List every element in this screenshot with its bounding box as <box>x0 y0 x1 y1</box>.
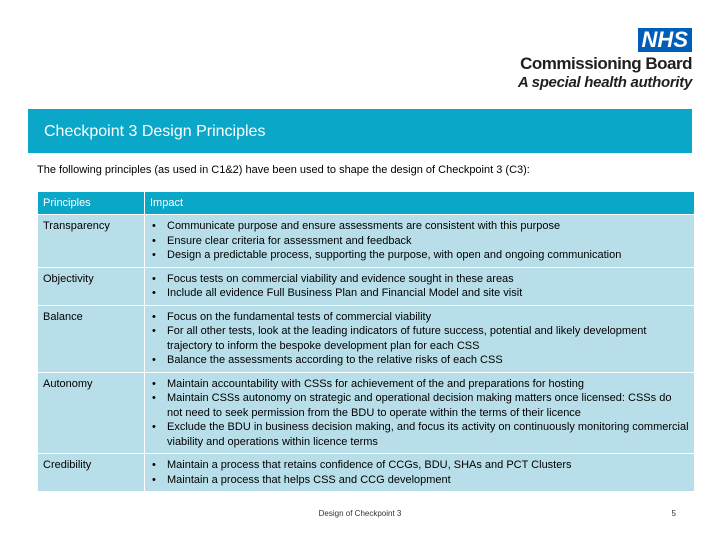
impact-cell <box>145 305 695 372</box>
principle-cell: Objectivity <box>38 267 145 305</box>
impact-cell <box>145 267 695 305</box>
table-row <box>38 305 695 372</box>
header-impact: Impact <box>145 192 695 215</box>
org-name: Commissioning Board <box>520 54 692 73</box>
nhs-logo-mark: NHS <box>638 28 692 52</box>
table-row <box>38 454 695 492</box>
table-header-row <box>38 192 695 215</box>
footer-text: Design of Checkpoint 3 <box>318 509 402 518</box>
principle-cell: Credibility <box>38 454 145 492</box>
impact-cell <box>145 215 695 268</box>
principles-table <box>37 191 695 492</box>
nhs-logo <box>492 28 692 92</box>
impact-item: • For all other tests, look at the leading indicators of future success, potential and likely development trajectory to inform the bespoke development plan for each CSS <box>150 324 689 353</box>
impact-cell <box>145 372 695 454</box>
page-number: 5 <box>671 509 676 518</box>
table-row <box>38 372 695 454</box>
impact-item: • Maintain a process that helps CSS and CCG development <box>150 473 689 488</box>
impact-item: • Include all evidence Full Business Plan and Financial Model and site visit <box>150 286 689 301</box>
org-subtitle: A special health authority <box>517 74 692 91</box>
principle-cell: Balance <box>38 305 145 372</box>
impact-item: • Focus on the fundamental tests of commercial viability <box>150 310 689 325</box>
impact-item: • Maintain accountability with CSSs for achievement of the and preparations for hosting <box>150 377 689 392</box>
header-principles: Principles <box>38 192 145 215</box>
impact-list <box>150 272 689 301</box>
impact-list <box>150 377 689 450</box>
impact-item: • Design a predictable process, supporting the purpose, with open and ongoing communication <box>150 248 689 263</box>
impact-list <box>150 310 689 368</box>
impact-item: • Exclude the BDU in business decision making, and focus its activity on continuously monitoring commercial viability and operations within licence terms <box>150 420 689 449</box>
impact-list <box>150 219 689 263</box>
impact-item: • Focus tests on commercial viability and evidence sought in these areas <box>150 272 689 287</box>
table-row <box>38 267 695 305</box>
slide-title: Checkpoint 3 Design Principles <box>44 123 266 140</box>
principle-cell: Transparency <box>38 215 145 268</box>
impact-item: • Balance the assessments according to the relative risks of each CSS <box>150 353 689 368</box>
impact-item: • Communicate purpose and ensure assessments are consistent with this purpose <box>150 219 689 234</box>
impact-item: • Ensure clear criteria for assessment and feedback <box>150 234 689 249</box>
title-banner <box>28 109 692 153</box>
impact-cell <box>145 454 695 492</box>
impact-item: • Maintain CSSs autonomy on strategic and operational decision making matters once licensed: CSSs do not need to seek permission from the BDU to operate within the terms of their licence <box>150 391 689 420</box>
table-row <box>38 215 695 268</box>
intro-text: The following principles (as used in C1&2) have been used to shape the design of Checkpoint 3 (C3): <box>37 164 530 176</box>
impact-list <box>150 458 689 487</box>
impact-item: • Maintain a process that retains confidence of CCGs, BDU, SHAs and PCT Clusters <box>150 458 689 473</box>
principle-cell: Autonomy <box>38 372 145 454</box>
